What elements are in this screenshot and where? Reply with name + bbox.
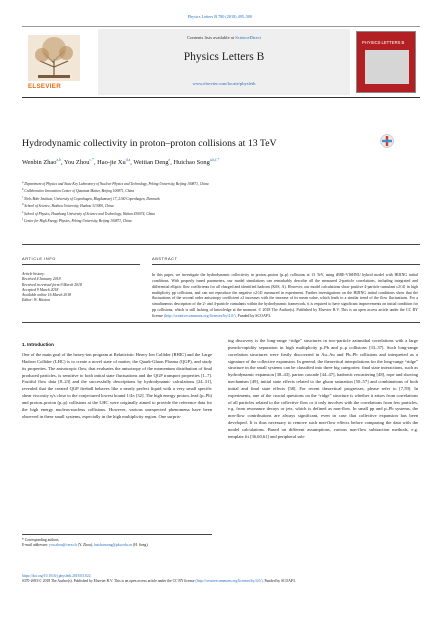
revised-date: Received in revised form 9 March 2018 <box>22 282 82 287</box>
affiliation-item <box>22 195 402 202</box>
author-separator: , <box>61 159 64 167</box>
affiliation-marker: a <box>22 181 24 184</box>
email-line <box>22 543 212 548</box>
affiliation-item <box>22 202 402 209</box>
footnotes <box>22 534 212 549</box>
affiliation-item <box>22 217 402 224</box>
abstract-copyright: © 2018 The Author(s). Published by Elsevier B.V. This is an open access article under the CC BY license <box>152 307 418 318</box>
affiliation-text: School of Physics, Huazhong University of Science and Technology, Wuhan 430074, China <box>24 212 155 217</box>
author-separator: , <box>130 159 134 167</box>
author-name: Huichao Song <box>173 159 210 167</box>
received-date: Received 4 January 2018 <box>22 277 61 282</box>
bottom-funding: . Funded by SCOAP3. <box>262 579 296 584</box>
editor: Editor: W. Haxton <box>22 298 50 303</box>
email-prefix: E-mail addresses: <box>22 543 50 548</box>
masthead-banner <box>98 29 350 95</box>
author-affiliation-marker[interactable]: c,* <box>89 158 94 162</box>
author-affiliation-marker[interactable]: a,b <box>56 158 61 162</box>
affiliation-marker: c <box>22 195 24 199</box>
article-title: Hydrodynamic collectivity in proton–proton collisions at 13 TeV <box>22 138 277 149</box>
affiliation-text: Department of Physics and State Key Laboratory of Nuclear Physics and Technology, Peking University, Beijing 100871, China <box>24 182 209 187</box>
abstract-funding: . Funded by SCOAP3. <box>235 312 271 318</box>
body-column-right: ing discovery is the long-range “ridge” structures in two-particle azimuthal correlations with a large pseudo-rapidity separation in high multiplicity p–Pb and p–p collisions [33–37]. Such long-range correlation structures were firstly discovered in Au–Au and Pb–Pb collisions and interpreted as a signature of the collective expansion. In general, the theoretical interpolations for the long-range “ridge” structure in the small systems can be classified into three big categories: final state interactions, such as hydrodynamic expansion [38–43], parton cascade [44–47], hadronic rescattering [48], rope and shoving mechanism [49], initial state effects related to the gluon saturation [50–57] and combinations of both initial and final state effects [58]. For recent theoretical progresses, please refer to [7,59]. In experiments, one of the crucial questions on the “ridge” structure is whether it arises from correlations of all particles related to the collective flow or it only involves with the correlations from few particles, e.g. from resonance decays or jets, which is defined as non-flow. In small pp and p–Pb systems, the non-flow contributions are always significant, even in case that collective expansion has been developed. It is thus necessary to remove such non-flow effects before comparing the data with the model calculations. Based on different assumptions, various non-flow subtraction methods, e.g. template fit [36,60,61] and peripheral sub- <box>228 338 419 439</box>
journal-reference[interactable]: Physics Letters B 780 (2018) 495–500 <box>187 14 253 19</box>
author-affiliation-marker[interactable]: a,b,f,* <box>209 158 220 162</box>
journal-homepage <box>98 81 350 86</box>
author-separator: , <box>93 159 98 167</box>
body-column-left: One of the main goal of the heavy-ion program at Relativistic Heavy Ion Collider (RHIC) and the Large Hadron Collider (LHC) is to create a novel state of matter, the Quark-Gluon Plasma (QGP), and study its properties. The anisotropic flow, that evaluates the anisotropy of the momentum distribution of final produced particles, is sensitive to both initial state fluctuations and the QGP transport properties [1–7]. Fruitful flow data [8–23] and the successfully descriptions by hydrodynamic calculations [24–31], revealed that the created QGP fireball behaves like a nearly perfect liquid with a very small specific shear viscosity η/s close to the conjectured lowest bound 1/4π [32]. The high energy proton–lead (p–Pb) and proton–proton (p–p) collisions at the LHC were originally aimed to provide the reference data for the high energy nucleus-nucleus collisions. However, various unexpected phenomena have been observed in these small systems, especially in the high multiplicity region. One surpris- <box>22 352 212 419</box>
section-rule-top <box>22 244 420 245</box>
email-link-song[interactable]: huichaosong@pku.edu.cn <box>93 543 133 548</box>
accepted-date: Accepted 9 March 2018 <box>22 287 59 292</box>
author-name: You Zhou <box>63 159 90 167</box>
section-rule-bottom <box>22 322 420 323</box>
corresponding-authors-note: * Corresponding authors. <box>22 538 60 542</box>
introduction-heading: 1. Introduction <box>22 342 54 347</box>
affiliations <box>22 180 402 225</box>
email-owner-song: (H. Song). <box>132 543 149 548</box>
affiliation-item <box>22 210 402 217</box>
elsevier-tree-logo <box>24 31 84 91</box>
publisher-name: ELSEVIER <box>28 83 62 90</box>
contents-line <box>98 35 350 40</box>
doi-link[interactable]: https://doi.org/10.1016/j.physletb.2018.03.022 <box>22 574 91 578</box>
affiliation-marker: f <box>22 218 23 222</box>
online-date: Available online 16 March 2018 <box>22 293 71 298</box>
history-label: Article history: <box>22 272 46 276</box>
cover-image-box <box>365 50 409 84</box>
crossmark-icon[interactable] <box>380 134 394 148</box>
article-info <box>22 272 140 304</box>
abstract-text: In this paper, we investigate the hydrodynamic collectivity in proton–proton (p–p) collisions at 13 TeV, using iEBE-VISHNU hybrid model with HIJING initial conditions. With properly tuned parameters, our model simulations can remarkably describe all the measured 2-particle correlations, including integrated and differential elliptic flow coefficients for all charged and identified hadrons (K0S, Λ). However, our model calculations show positive 4-particle cumulant c2{4} in high multiplicity pp collisions, and can not reproduce the negative c2{4} measured in experiment. Further investigations on the HIJING initial conditions show that the fluctuations of the second order anisotropy coefficient ε2 increases with the increase of its mean value, which leads to a similar trend of the flow fluctuations. For a simultaneous description of the 2- and 4-particle cumulants within the hydrodynamic framework, it is required to have significant improvements on initial condition for pp collisions, which is still lacking of knowledge at the moment. <box>152 272 418 313</box>
sciencedirect-link[interactable]: ScienceDirect <box>235 35 261 40</box>
email-link-zhou[interactable]: you.zhou@cern.ch <box>49 543 77 548</box>
affiliation-marker: e <box>22 210 24 214</box>
author-list <box>22 158 219 166</box>
affiliation-text: Niels Bohr Institute, University of Copenhagen, Blegdamsvej 17, 2100 Copenhagen, Denmark <box>24 197 160 202</box>
affiliation-text: School of Science, Huzhou University, Huzhou 313000, China <box>24 204 114 209</box>
author-name: Weitian Deng <box>133 159 169 167</box>
affiliation-text: Center for High Energy Physics, Peking University, Beijing 100871, China <box>23 219 132 224</box>
bottom-license-link[interactable]: (http://creativecommons.org/licenses/by/4.0/) <box>195 579 263 584</box>
author-affiliation-marker[interactable]: d,a <box>125 158 131 162</box>
author-separator: , <box>170 159 174 167</box>
issn-text: 0370-2693/© 2018 The Author(s). Published by Elsevier B.V. This is an open access article under the CC BY license <box>22 579 196 584</box>
article-info-rule <box>22 264 140 265</box>
contents-prefix: Contents lists available at <box>187 35 236 40</box>
homepage-link[interactable]: www.elsevier.com/locate/physletb <box>192 81 256 86</box>
abstract-label: ABSTRACT <box>152 256 178 261</box>
affiliation-marker: d <box>22 203 24 207</box>
affiliation-marker: b <box>22 188 24 192</box>
article-info-label: ARTICLE INFO <box>22 256 56 261</box>
abstract-body <box>152 272 418 319</box>
journal-name: Physics Letters B <box>183 51 265 63</box>
author-name: Wenbin Zhao <box>22 159 57 167</box>
affiliation-item <box>22 180 402 187</box>
bottom-metadata <box>22 574 420 585</box>
author-affiliation-marker[interactable]: e <box>168 158 171 162</box>
email-owner-zhou: (Y. Zhou), <box>76 543 94 548</box>
affiliation-item <box>22 187 402 194</box>
abstract-rule <box>152 264 420 265</box>
journal-masthead <box>22 26 420 98</box>
affiliation-text: Collaborative Innovation Center of Quantum Matter, Beijing 100871, China <box>24 189 135 194</box>
cover-title: PHYSICS LETTERS B <box>362 40 405 45</box>
author-name: Hao-jie Xu <box>97 159 126 167</box>
journal-cover-thumbnail <box>356 31 416 93</box>
issn-line <box>22 579 420 584</box>
abstract-license-link[interactable]: (http://creativecommons.org/licenses/by/4.0/) <box>163 312 236 318</box>
